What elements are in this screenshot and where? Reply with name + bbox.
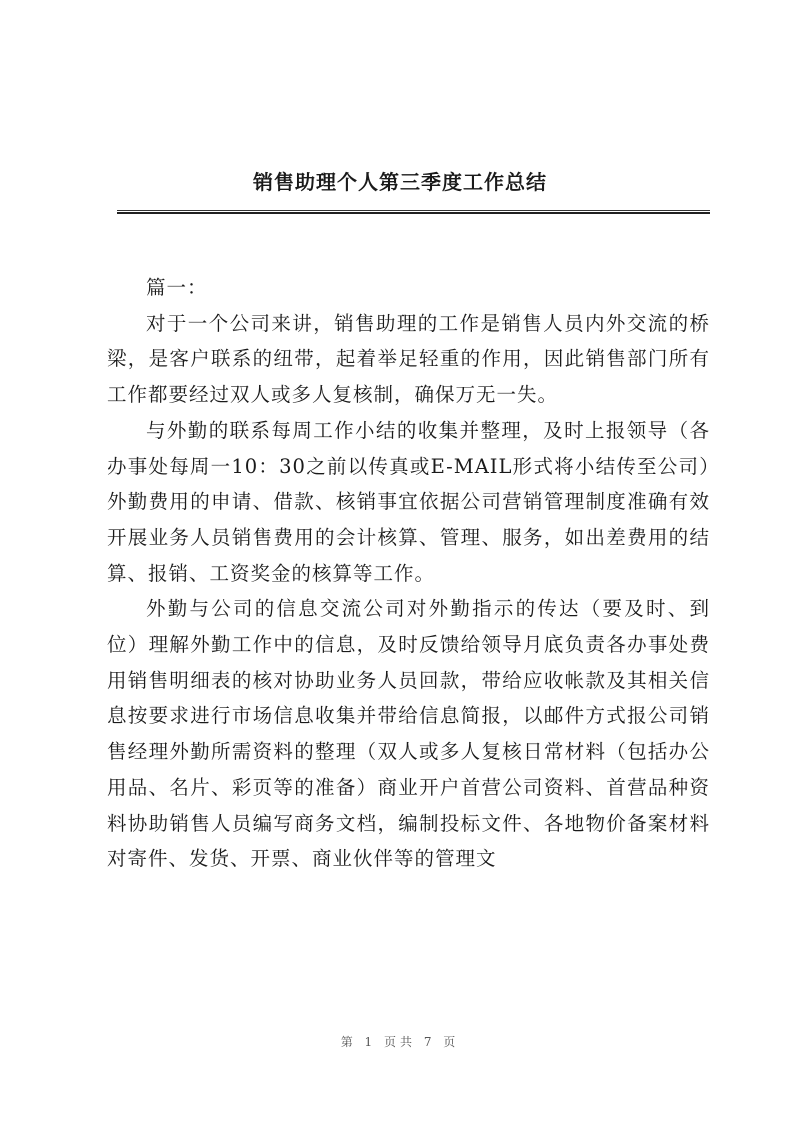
- document-body: [107, 270, 710, 877]
- paragraph: 对于一个公司来讲，销售助理的工作是销售人员内外交流的桥梁，是客户联系的纽带，起着举足轻重的作用，因此销售部门所有工作都要经过双人或多人复核制，确保万无一失。: [107, 311, 710, 407]
- document-title: 销售助理个人第三季度工作总结: [253, 170, 547, 194]
- title-divider: [117, 210, 710, 214]
- paragraph: 与外勤的联系每周工作小结的收集并整理，及时上报领导（各办事处每周一10：30之前以传真或E-MAIL形式将小结传至公司）外勤费用的申请、借款、核销事宜依据公司营销管理制度准确有效开展业务人员销售费用的会计核算、管理、服务，如出差费用的结算、报销、工资奖金的核算等工作。: [107, 418, 710, 585]
- section-heading: 篇一：: [146, 276, 208, 299]
- page-number-footer: 第 1 页共 7 页: [340, 1035, 460, 1049]
- paragraph: 外勤与公司的信息交流公司对外勤指示的传达（要及时、到位）理解外勤工作中的信息，及时反馈给领导月底负责各办事处费用销售明细表的核对协助业务人员回款，带给应收帐款及其相关信息按要求进行市场信息收集并带给信息简报，以邮件方式报公司销售经理外勤所需资料的整理（双人或多人复核日常材料（包括办公用品、名片、彩页等的准备）商业开户首营公司资料、首营品种资料协助销售人员编写商务文档，编制投标文件、各地物价备案材料对寄件、发货、开票、商业伙伴等的管理文: [107, 597, 710, 871]
